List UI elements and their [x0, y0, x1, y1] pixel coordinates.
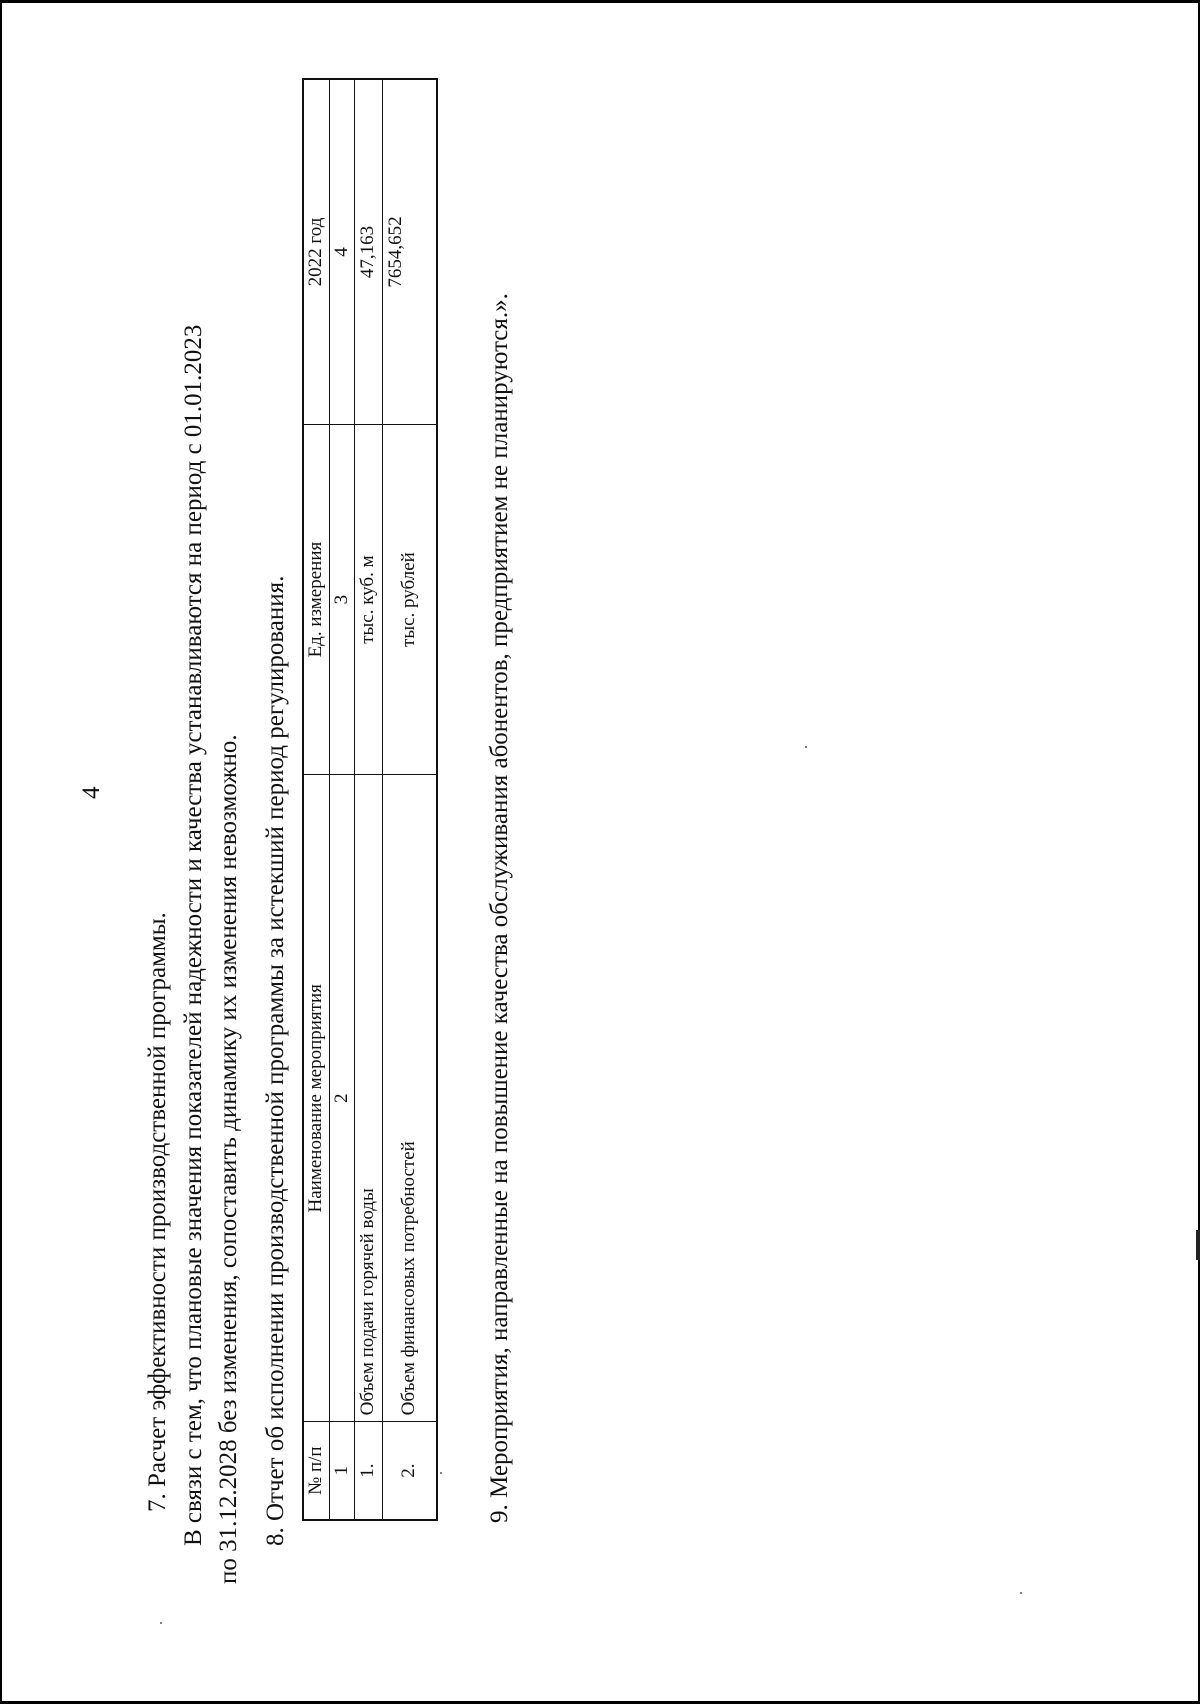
row-value: 47,163 [354, 79, 382, 424]
section-7-paragraph-line-1: В связи с тем, что плановые значения показателей надежности и качества устанавливаются на период с 01.01.2023 [180, 324, 207, 1546]
column-number-4: 4 [329, 79, 354, 424]
report-table [302, 78, 438, 1521]
column-number-3: 3 [329, 424, 354, 774]
section-8-title: 8. Отчет об исполнении производственной программы за истекший период регулирования. [262, 575, 289, 1546]
row-unit: тыс. куб. м [354, 424, 382, 774]
row-name: Объем финансовых потребностей [382, 775, 437, 1422]
column-number-2: 2 [329, 775, 354, 1422]
row-unit: тыс. рублей [382, 424, 437, 774]
table-header-row [303, 79, 329, 1520]
page-number: 4 [78, 786, 105, 799]
column-number-1: 1 [329, 1422, 354, 1520]
section-9-title: 9. Мероприятия, направленные на повышение качества обслуживания абонентов, предприятием не планируются.». [486, 293, 513, 1523]
row-number: 2. [382, 1422, 437, 1520]
scan-speck [440, 1472, 442, 1474]
section-7-title: 7. Расчет эффективности производственной программы. [144, 912, 171, 1512]
table-column-numbers-row [329, 79, 354, 1520]
header-number: № п/п [303, 1422, 329, 1520]
scan-speck [160, 1622, 162, 1624]
scan-speck [805, 746, 807, 748]
scan-speck [1020, 1592, 1022, 1594]
table-row [354, 79, 382, 1520]
section-7-paragraph-line-2: по 31.12.2028 без изменения, сопоставить динамику их изменения невозможно. [215, 734, 242, 1584]
header-year: 2022 год [303, 79, 329, 424]
row-number: 1. [354, 1422, 382, 1520]
table-row [382, 79, 437, 1520]
header-unit: Ед. измерения [303, 424, 329, 774]
row-value: 7654,652 [382, 79, 437, 424]
header-name: Наименование мероприятия [303, 775, 329, 1422]
row-name: Объем подачи горячей воды [354, 775, 382, 1422]
